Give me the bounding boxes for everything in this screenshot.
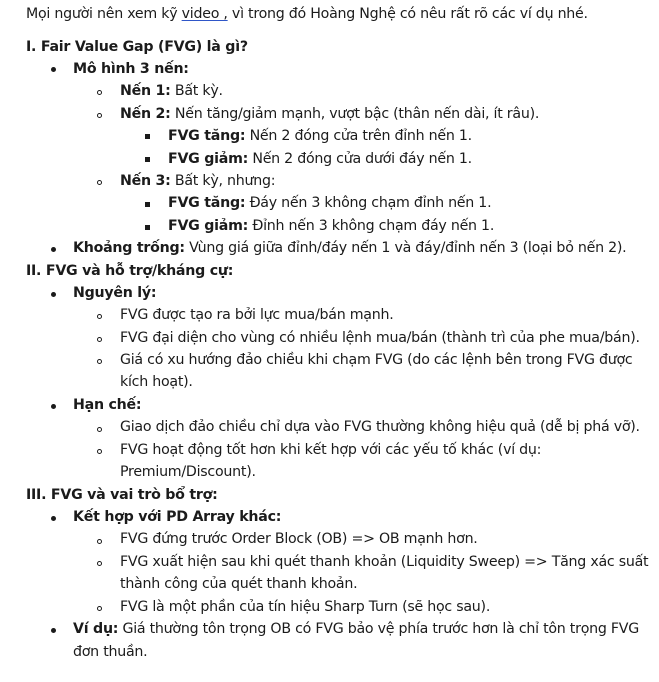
gap-item: Khoảng trống: Vùng giá giữa đỉnh/đáy nến 1 và đáy/đỉnh nến 3 (loại bỏ nến 2). — [73, 240, 627, 256]
candle-2-fvg-down: FVG giảm: Nến 2 đóng cửa dưới đáy nến 1. — [168, 151, 472, 167]
bullet-square-icon — [145, 157, 150, 162]
principle-item: Giá có xu hướng đảo chiều khi chạm FVG (do các lệnh bên trong FVG được — [120, 352, 633, 368]
limits-item: Giao dịch đảo chiều chỉ dựa vào FVG thường không hiệu quả (dễ bị phá vỡ). — [120, 419, 640, 435]
combine-item: FVG là một phần của tín hiệu Sharp Turn (sẽ học sau). — [120, 599, 491, 615]
bullet-circle-icon — [97, 90, 102, 95]
candle-3-fvg-down: FVG giảm: Đỉnh nến 3 không chạm đáy nến 1. — [168, 218, 495, 234]
example-item-continuation: đơn thuần. — [73, 644, 148, 660]
principle-label: Nguyên lý: — [73, 285, 157, 301]
combine-item: FVG xuất hiện sau khi quét thanh khoản (Liquidity Sweep) => Tăng xác suất — [120, 554, 649, 570]
bullet-circle-icon — [97, 113, 102, 118]
model-label: Mô hình 3 nến: — [73, 61, 189, 77]
bullet-disc-icon — [51, 247, 56, 252]
limits-item: FVG hoạt động tốt hơn khi kết hợp với các yếu tố khác (ví dụ: — [120, 442, 542, 458]
bullet-disc-icon — [51, 292, 56, 297]
bullet-disc-icon — [51, 516, 56, 521]
bullet-circle-icon — [97, 427, 102, 432]
principle-item: FVG đại diện cho vùng có nhiều lệnh mua/bán (thành trì của phe mua/bán). — [120, 330, 640, 346]
combine-label: Kết hợp với PD Array khác: — [73, 509, 282, 525]
bullet-square-icon — [145, 134, 150, 139]
bullet-circle-icon — [97, 180, 102, 185]
bullet-circle-icon — [97, 337, 102, 342]
limits-label: Hạn chế: — [73, 397, 142, 413]
section-1-heading: I. Fair Value Gap (FVG) là gì? — [26, 39, 248, 55]
bullet-circle-icon — [97, 314, 102, 319]
principle-item-continuation: kích hoạt). — [120, 374, 193, 390]
bullet-square-icon — [145, 225, 150, 230]
intro-paragraph — [26, 3, 588, 26]
section-3-heading: III. FVG và vai trò bổ trợ: — [26, 487, 218, 503]
candle-1-item: Nến 1: Bất kỳ. — [120, 83, 223, 99]
bullet-circle-icon — [97, 539, 102, 544]
combine-item: FVG đứng trước Order Block (OB) => OB mạnh hơn. — [120, 531, 478, 547]
bullet-circle-icon — [97, 359, 102, 364]
intro-text-after: vì trong đó Hoàng Nghệ có nêu rất rõ các ví dụ nhé. — [231, 6, 588, 22]
bullet-disc-icon — [51, 628, 56, 633]
bullet-disc-icon — [51, 404, 56, 409]
candle-2-fvg-up: FVG tăng: Nến 2 đóng cửa trên đỉnh nến 1. — [168, 128, 472, 144]
bullet-circle-icon — [97, 606, 102, 611]
candle-2-item: Nến 2: Nến tăng/giảm mạnh, vượt bậc (thân nến dài, ít râu). — [120, 106, 540, 122]
bullet-circle-icon — [97, 449, 102, 454]
candle-3-fvg-up: FVG tăng: Đáy nến 3 không chạm đỉnh nến 1. — [168, 195, 492, 211]
candle-3-item: Nến 3: Bất kỳ, nhưng: — [120, 173, 276, 189]
bullet-disc-icon — [51, 67, 56, 72]
video-link[interactable]: video , — [181, 6, 228, 22]
principle-item: FVG được tạo ra bởi lực mua/bán mạnh. — [120, 307, 394, 323]
intro-text-before: Mọi người nên xem kỹ — [26, 6, 178, 22]
bullet-circle-icon — [97, 561, 102, 566]
combine-item-continuation: thành công của quét thanh khoản. — [120, 576, 358, 592]
section-2-heading: II. FVG và hỗ trợ/kháng cự: — [26, 263, 234, 279]
bullet-square-icon — [145, 202, 150, 207]
example-item: Ví dụ: Giá thường tôn trọng OB có FVG bảo vệ phía trước hơn là chỉ tôn trọng FVG — [73, 621, 640, 637]
limits-item-continuation: Premium/Discount). — [120, 464, 256, 480]
